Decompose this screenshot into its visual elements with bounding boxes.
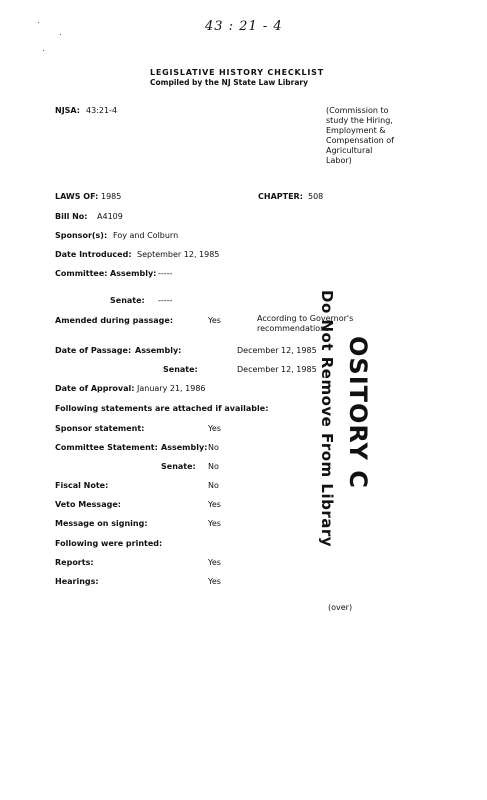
speck (43, 50, 44, 51)
document-subtitle: Compiled by the NJ State Law Library (150, 78, 308, 87)
hearings-value: Yes (208, 577, 221, 586)
following-statements-heading: Following statements are attached if available: (55, 404, 269, 413)
committee-statement-assembly-label: Assembly: (161, 443, 208, 452)
approval-value: January 21, 1986 (137, 384, 206, 393)
chapter-value: 508 (308, 192, 324, 201)
stamp-do-not-remove: Do Not Remove From Library (318, 290, 336, 548)
chapter-label: CHAPTER: (258, 192, 303, 201)
commission-note-4: Compensation of (326, 136, 394, 145)
committee-assembly-value: ----- (158, 269, 173, 278)
sponsor-statement-label: Sponsor statement: (55, 424, 145, 433)
committee-statement-senate-label: Senate: (161, 462, 196, 471)
commission-note-5: Agricultural (326, 146, 373, 155)
committee-senate-value: ----- (158, 296, 173, 305)
laws-of-label: LAWS OF: (55, 192, 99, 201)
commission-note-6: Labor) (326, 156, 352, 165)
reports-label: Reports: (55, 558, 94, 567)
committee-statement-senate-value: No (208, 462, 219, 471)
message-signing-label: Message on signing: (55, 519, 148, 528)
over-note: (over) (328, 603, 353, 612)
date-introduced-label: Date Introduced: (55, 250, 132, 259)
sponsors-value: Foy and Colburn (113, 231, 179, 240)
committee-senate-label: Senate: (110, 296, 145, 305)
sponsors-label: Sponsor(s): (55, 231, 108, 240)
sponsor-statement-value: Yes (208, 424, 221, 433)
message-signing-value: Yes (208, 519, 221, 528)
fiscal-note-label: Fiscal Note: (55, 481, 109, 490)
speck (38, 22, 39, 23)
passage-senate-value: December 12, 1985 (237, 365, 317, 374)
commission-note-2: study the Hiring, (326, 116, 393, 125)
stamp-repository: OSITORY C (344, 336, 372, 489)
following-printed-heading: Following were printed: (55, 539, 163, 548)
laws-of-value: 1985 (101, 192, 122, 201)
hearings-label: Hearings: (55, 577, 99, 586)
veto-message-value: Yes (208, 500, 221, 509)
amended-value: Yes (208, 316, 221, 325)
committee-assembly-label: Assembly: (110, 269, 157, 278)
committee-label: Committee: (55, 269, 108, 278)
committee-statement-label: Committee Statement: (55, 443, 158, 452)
commission-note-1: (Commission to (326, 106, 389, 115)
passage-label: Date of Passage: (55, 346, 132, 355)
njsa-value: 43:21-4 (86, 106, 118, 115)
passage-assembly-label: Assembly: (135, 346, 182, 355)
passage-assembly-value: December 12, 1985 (237, 346, 317, 355)
date-introduced-value: September 12, 1985 (137, 250, 220, 259)
bill-no-value: A4109 (97, 212, 123, 221)
document-title: LEGISLATIVE HISTORY CHECKLIST (150, 68, 324, 77)
amended-note-2: recommendations (257, 324, 330, 333)
fiscal-note-value: No (208, 481, 219, 490)
amended-note-1: According to Governor's (257, 314, 354, 323)
commission-note-3: Employment & (326, 126, 386, 135)
speck (60, 34, 61, 35)
amended-label: Amended during passage: (55, 316, 174, 325)
reports-value: Yes (208, 558, 221, 567)
committee-statement-assembly-value: No (208, 443, 219, 452)
veto-message-label: Veto Message: (55, 500, 121, 509)
passage-senate-label: Senate: (163, 365, 198, 374)
bill-no-label: Bill No: (55, 212, 88, 221)
njsa-label: NJSA: (55, 106, 80, 115)
handwritten-number: 43 : 21 - 4 (205, 19, 283, 34)
approval-label: Date of Approval: (55, 384, 135, 393)
